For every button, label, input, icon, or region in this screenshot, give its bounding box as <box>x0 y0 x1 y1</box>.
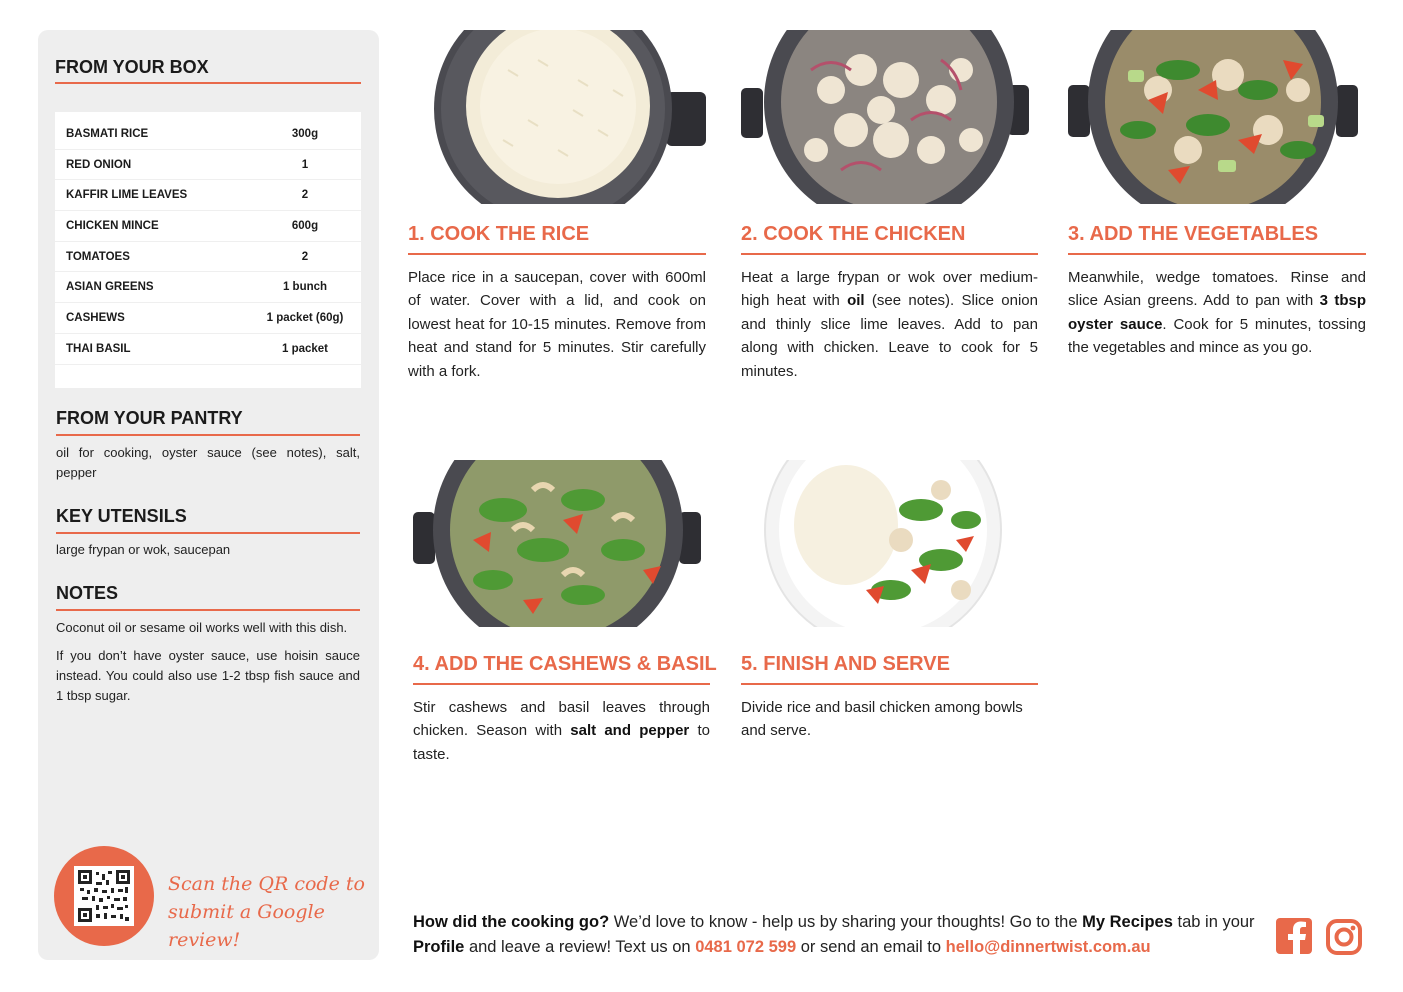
ingredient-row <box>55 150 361 181</box>
ingredient-name: KAFFIR LIME LEAVES <box>66 189 188 202</box>
step-text-bold: oil <box>847 292 865 310</box>
notes-heading: NOTES <box>56 583 119 603</box>
divider <box>741 683 1038 685</box>
divider <box>1068 253 1366 255</box>
step-4-photo <box>413 460 710 627</box>
profile-link[interactable]: Profile <box>413 938 465 956</box>
ingredient-qty: 300g <box>291 127 319 140</box>
ingredient-name: RED ONION <box>66 158 132 171</box>
qr-code-icon[interactable] <box>74 866 134 926</box>
step-3-photo <box>1068 30 1366 204</box>
step-1-title: 1. COOK THE RICE <box>408 223 590 245</box>
step-5-title: 5. FINISH AND SERVE <box>741 653 950 675</box>
ingredient-qty: 1 packet <box>281 342 329 355</box>
step-5-photo <box>741 460 1038 627</box>
step-2-title: 2. COOK THE CHICKEN <box>741 223 966 245</box>
qr-text-line: Scan the QR code to <box>168 873 365 895</box>
ingredient-qty: 1 <box>301 158 309 171</box>
email-link[interactable]: hello@dinnertwist.com.au <box>945 938 1151 956</box>
from-your-box-heading: FROM YOUR BOX <box>55 57 209 77</box>
divider <box>56 434 360 436</box>
step-4-title: 4. ADD THE CASHEWS & BASIL <box>413 653 717 675</box>
ingredient-name: THAI BASIL <box>66 342 131 355</box>
step-1-body: Place rice in a saucepan, cover with 600ml of water. Cover with a lid, and cook on lowest heat for 10-15 minutes. Remove from heat and stand for 5 minutes. Stir carefully with a fork. <box>408 269 706 380</box>
divider <box>56 532 360 534</box>
qr-text-line: submit a Google review! <box>168 901 325 951</box>
step-text: Heat a large frypan or wok over medium-high heat with <box>741 269 1038 310</box>
divider <box>741 253 1038 255</box>
step-2-body <box>741 266 1038 383</box>
divider <box>413 683 710 685</box>
step-1-photo <box>408 30 706 204</box>
ingredient-qty: 2 <box>301 189 309 202</box>
ingredient-row <box>55 303 361 334</box>
ingredient-row <box>55 211 361 242</box>
phone-link[interactable]: 0481 072 599 <box>695 938 797 956</box>
footer-text: and leave a review! Text us on <box>464 938 696 956</box>
ingredient-name: TOMATOES <box>66 250 130 263</box>
ingredient-qty: 600g <box>291 219 319 232</box>
footer-question: How did the cooking go? <box>413 913 610 931</box>
ingredient-row <box>55 334 361 365</box>
pantry-text: oil for cooking, oyster sauce (see notes), salt, pepper <box>56 445 360 480</box>
step-text: Meanwhile, wedge tomatoes. Rinse and slice Asian greens. Add to pan with <box>1068 269 1366 310</box>
step-text: . Cook for 5 minutes, tossing the vegetables and mince as you go. <box>1068 315 1366 357</box>
qr-badge[interactable] <box>54 846 154 946</box>
divider <box>56 609 360 611</box>
footer-text: tab in your <box>1172 913 1255 931</box>
divider <box>55 82 361 84</box>
facebook-icon[interactable] <box>1276 918 1314 956</box>
feedback-footer <box>413 910 1263 960</box>
step-5-body: Divide rice and basil chicken among bowls and serve. <box>741 699 1023 740</box>
sidebar <box>38 30 379 960</box>
step-text: Stir cashews and basil leaves through chicken. Season with <box>413 699 710 740</box>
ingredient-qty: 2 <box>301 250 309 263</box>
ingredient-row <box>55 242 361 273</box>
ingredient-name: BASMATI RICE <box>66 127 149 140</box>
notes-paragraph: If you don’t have oyster sauce, use hoisin sauce instead. You could also use 1-2 tbsp fish sauce and 1 tbsp sugar. <box>56 648 360 703</box>
my-recipes-link[interactable]: My Recipes <box>1082 913 1173 931</box>
ingredient-name: CHICKEN MINCE <box>66 219 159 232</box>
ingredient-row <box>55 272 361 303</box>
step-3-title: 3. ADD THE VEGETABLES <box>1068 223 1319 245</box>
step-text: to taste. <box>413 722 710 763</box>
ingredient-row <box>55 180 361 211</box>
step-text-bold: salt and pepper <box>570 722 690 740</box>
ingredient-name: CASHEWS <box>66 311 125 324</box>
ingredient-qty: 1 packet (60g) <box>266 311 344 324</box>
step-text-bold: 3 tbsp oyster sauce <box>1068 292 1366 333</box>
divider <box>408 253 706 255</box>
instagram-icon[interactable] <box>1325 918 1363 956</box>
utensils-text: large frypan or wok, saucepan <box>56 542 231 557</box>
ingredient-name: ASIAN GREENS <box>66 281 154 294</box>
footer-text: or send an email to <box>796 938 946 956</box>
qr-review-text <box>168 870 368 954</box>
step-4-body <box>413 696 710 766</box>
ingredients-table <box>55 112 361 388</box>
ingredient-row <box>55 119 361 150</box>
footer-text: We’d love to know - help us by sharing your thoughts! Go to the <box>609 913 1083 931</box>
from-your-pantry-heading: FROM YOUR PANTRY <box>56 408 243 428</box>
ingredient-qty: 1 bunch <box>282 281 328 294</box>
key-utensils-heading: KEY UTENSILS <box>56 506 187 526</box>
notes-paragraph: Coconut oil or sesame oil works well with this dish. <box>56 620 348 635</box>
step-2-photo <box>741 30 1038 204</box>
step-text: (see notes). Slice onion and thinly slice lime leaves. Add to pan along with chicken. Leave to cook for 5 minutes. <box>741 292 1038 380</box>
step-3-body <box>1068 266 1366 360</box>
